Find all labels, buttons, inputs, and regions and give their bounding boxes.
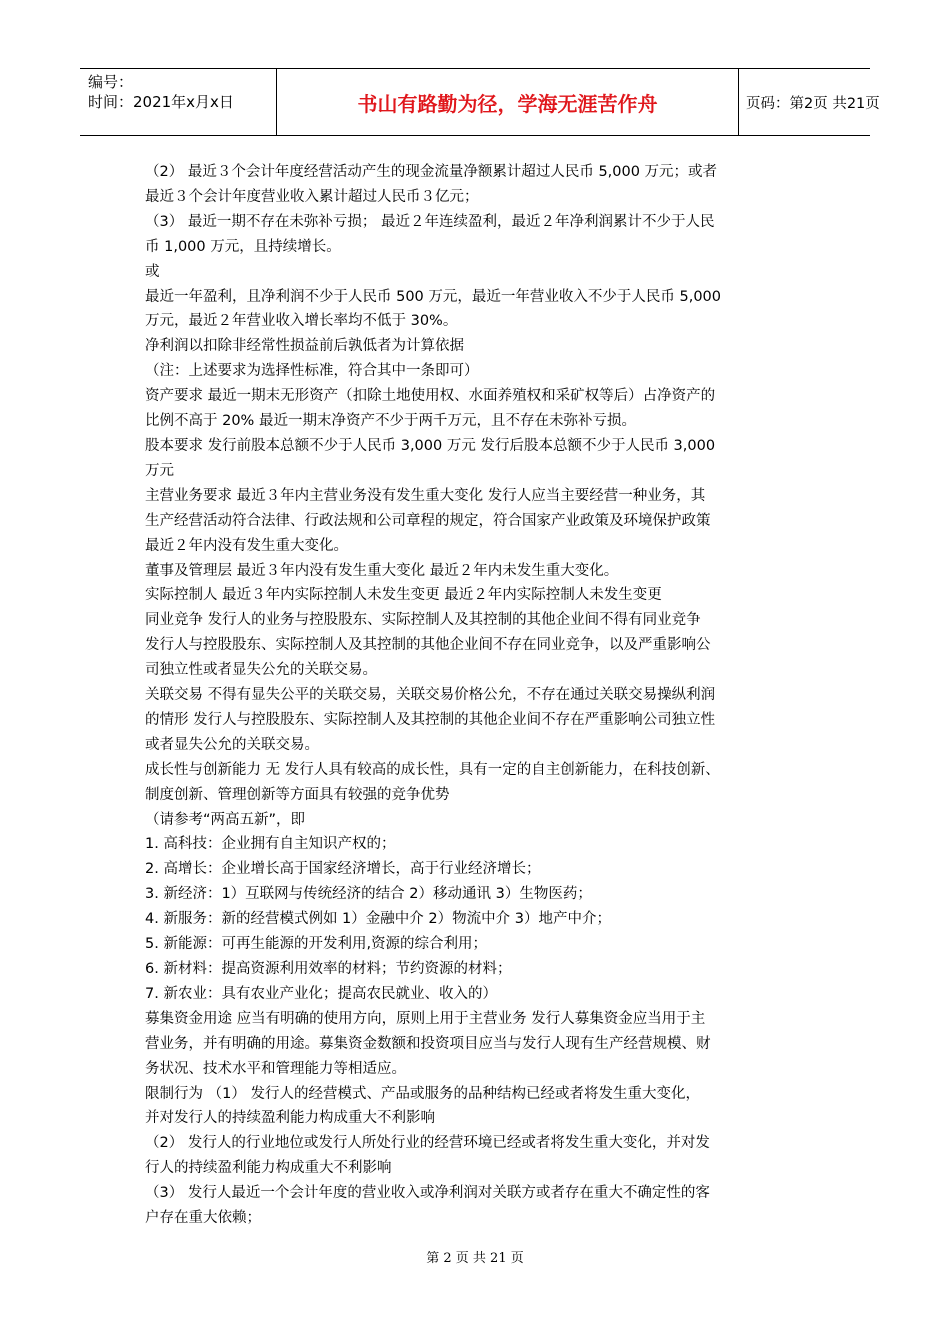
body-line: 最近一年盈利，且净利润不少于人民币 500 万元，最近一年营业收入不少于人民币 5,000 — [145, 288, 722, 305]
body-line: 资产要求 最近一期末无形资产（扣除土地使用权、水面养殖权和采矿权等后）占净资产的 — [145, 388, 716, 405]
body-line: 的情形 发行人与控股股东、实际控制人及其控制的其他企业间不存在严重影响公司独立性 — [145, 711, 716, 728]
body-line: （3） 最近一期不存在未弥补亏损； 最近２年连续盈利，最近２年净利润累计不少于人民 — [145, 213, 715, 230]
body-line: 或 — [145, 263, 160, 280]
body-line: （3） 发行人最近一个会计年度的营业收入或净利润对关联方或者存在重大不确定性的客 — [145, 1185, 710, 1202]
body-line: 比例不高于 20% 最近一期末净资产不少于两千万元，且不存在未弥补亏损。 — [145, 413, 636, 430]
body-line: （注：上述要求为选择性标准，符合其中一条即可） — [145, 363, 479, 380]
body-line: （2） 发行人的行业地位或发行人所处行业的经营环境已经或者将发生重大变化，并对发 — [145, 1135, 710, 1152]
body-line: （请参考“两高五新”，即 — [145, 811, 306, 828]
body-line: 万元，最近２年营业收入增长率均不低于 30%。 — [145, 313, 458, 330]
body-line: 万元 — [145, 462, 174, 479]
body-line: 净利润以扣除非经常性损益前后孰低者为计算依据 — [145, 338, 464, 355]
body-line: 户存在重大依赖； — [145, 1210, 261, 1227]
document-number: 编号： — [88, 73, 134, 91]
body-line: 务状况、技术水平和管理能力等相适应。 — [145, 1060, 406, 1077]
body-line: 1. 高科技：企业拥有自主知识产权的； — [145, 836, 396, 853]
body-line: 实际控制人 最近３年内实际控制人未发生变更 最近２年内实际控制人未发生变更 — [145, 587, 662, 604]
body-line: 并对发行人的持续盈利能力构成重大不利影响 — [145, 1110, 435, 1127]
body-line: 股本要求 发行前股本总额不少于人民币 3,000 万元 发行后股本总额不少于人民币 3,000 — [145, 437, 716, 454]
page-footer: 第 2 页 共 21 页 — [426, 1251, 524, 1266]
body-line: 制度创新、管理创新等方面具有较强的竞争优势 — [145, 786, 450, 803]
body-line: （2） 最近３个会计年度经营活动产生的现金流量净额累计超过人民币 5,000 万元；或者 — [145, 164, 718, 180]
body-line: 限制行为 （1） 发行人的经营模式、产品或服务的品种结构已经或者将发生重大变化， — [145, 1085, 700, 1102]
body-line: 币 1,000 万元，且持续增长。 — [145, 238, 341, 255]
body-line: 主营业务要求 最近３年内主营业务没有发生重大变化 发行人应当主要经营一种业务，其 — [145, 487, 706, 504]
body-line: 成长性与创新能力 无 发行人具有较高的成长性，具有一定的自主创新能力，在科技创新、 — [145, 761, 720, 778]
body-line: 6. 新材料：提高资源利用效率的材料；节约资源的材料； — [145, 961, 512, 977]
body-line: 4. 新服务：新的经营模式例如 1）金融中介 2）物流中介 3）地产中介； — [145, 911, 611, 928]
body-line: 同业竞争 发行人的业务与控股股东、实际控制人及其控制的其他企业间不得有同业竞争 — [145, 612, 701, 629]
header-meta — [80, 69, 277, 135]
body-line: 关联交易 不得有显失公平的关联交易，关联交易价格公允，不存在通过关联交易操纵利润 — [145, 687, 716, 704]
body-line: 司独立性或者显失公允的关联交易。 — [145, 662, 377, 679]
body-line: 3. 新经济：1）互联网与传统经济的结合 2）移动通讯 3）生物医药； — [145, 886, 592, 903]
body-line: 5. 新能源：可再生能源的开发利用,资源的综合利用； — [145, 936, 488, 953]
header-motto: 书山有路勤为径，学海无涯苦作舟 — [277, 69, 739, 135]
body-line: 7. 新农业：具有农业产业化；提高农民就业、收入的） — [145, 985, 497, 1002]
body-line: 行人的持续盈利能力构成重大不利影响 — [145, 1160, 392, 1177]
document-date: 时间：2021年x月x日 — [88, 93, 234, 111]
body-line: 最近２年内没有发生重大变化。 — [145, 537, 348, 554]
body-line: 或者显失公允的关联交易。 — [145, 736, 319, 753]
body-line: 募集资金用途 应当有明确的使用方向，原则上用于主营业务 发行人募集资金应当用于主 — [145, 1010, 706, 1027]
page-header — [80, 68, 880, 136]
body-line: 生产经营活动符合法律、行政法规和公司章程的规定，符合国家产业政策及环境保护政策 — [145, 512, 711, 529]
body-line: 最近３个会计年度营业收入累计超过人民币３亿元； — [145, 188, 479, 205]
body-line: 董事及管理层 最近３年内没有发生重大变化 最近２年内未发生重大变化。 — [145, 562, 619, 579]
body-line: 2. 高增长：企业增长高于国家经济增长，高于行业经济增长； — [145, 861, 541, 878]
document-body — [145, 160, 813, 1231]
body-line: 发行人与控股股东、实际控制人及其控制的其他企业间不存在同业竞争，以及严重影响公 — [145, 637, 711, 654]
body-line: 营业务，并有明确的用途。募集资金数额和投资项目应当与发行人现有生产经营规模、财 — [145, 1035, 711, 1052]
header-page-info: 页码：第2页 共21页 — [746, 95, 880, 112]
